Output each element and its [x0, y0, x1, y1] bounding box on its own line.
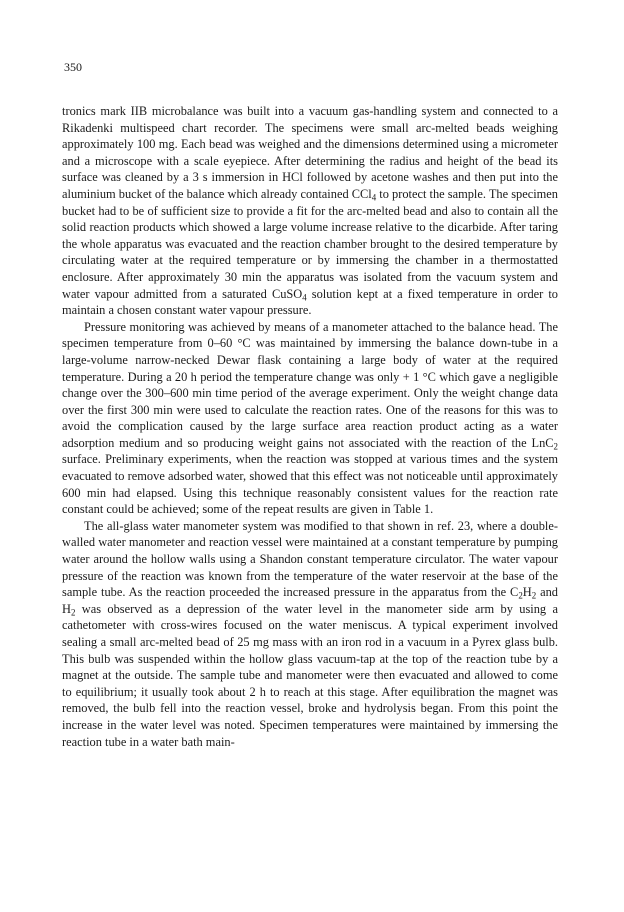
text-run: surface. Preliminary experiments, when the reaction was stopped at various times and the system evacuated to remove adsorbed water, showed that this effect was not noticeable until approximately 600 min had elapsed. Using this technique reasonably consistent values for the reaction rate constant could be achieved; some of the repeat results are given in Table 1.: [62, 452, 558, 517]
subscript: 2: [518, 590, 523, 601]
text-run: was observed as a depression of the water level in the manometer side arm by using a cathetometer with cross-wires focused on the water meniscus. A typical experiment involved sealing a small arc-melted bead of 25 mg mass with an iron rod in a vacuum in a Pyrex glass bulb. This bulb was suspended within the hollow glass vacuum-tap at the top of the reaction tube by a magnet at the outside. The sample tube and manometer were then evacuated and allowed to come to equilibrium; it usually took about 2 h to reach at this stage. After equilibration the magnet was removed, the bulb fell into the reaction vessel, broke and hydrolysis began. From this point the increase in the water level was noted. Specimen temperatures were maintained by immersing the reaction tube in a water bath main-: [62, 601, 558, 749]
text-run: The all-glass water manometer system was modified to that shown in ref. 23, where a double-walled water manometer and reaction vessel were maintained at a constant temperature by pumping water around the hollow walls using a Shandon constant temperature circulator. The water vapour pressure of the reaction was known from the temperature of the water reservoir at the base of the sample tube. As the reaction proceeded the increased pressure in the apparatus from the C: [62, 518, 558, 600]
subscript: 2: [70, 607, 76, 618]
text-run: Pressure monitoring was achieved by means of a manometer attached to the balance head. The specimen temperature from 0–60 °C was maintained by immersing the balance down-tube in a large-volume narrow-necked Dewar flask containing a large body of water at the required temperature. During a 20 h period the temperature change was only + 1 °C which gave a negligible change over the 300–600 min time period of the average experiment. Only the weight change data over the first 300 min were used to calculate the reaction rates. One of the reasons for this was to avoid the complication caused by the large surface area reaction product acting as a water adsorption medium and so producing weight gains not associated with the reaction of the LnC: [62, 319, 558, 450]
subscript: 4: [371, 192, 377, 203]
document-page: [62, 60, 558, 750]
text-run: to protect the sample. The specimen bucket had to be of sufficient size to provide a fit for the arc-melted bead and also to contain all the solid reaction products which showed a large volume increase relative to the dicarbide. After taring the whole apparatus was evacuated and the reaction chamber brought to the desired temperature by circulating water at the required temperature or by immersing the chamber in a thermostatted enclosure. After approximately 30 min the apparatus was isolated from the vacuum system and water vapour admitted from a saturated CuSO: [62, 186, 558, 301]
body-text: [62, 103, 558, 750]
paragraph: [62, 518, 558, 750]
paragraph: [62, 103, 558, 319]
text-run: and H: [62, 585, 558, 616]
subscript: 4: [302, 292, 307, 303]
text-run: solution kept at a fixed temperature in order to maintain a chosen constant water vapour pressure.: [62, 286, 558, 318]
subscript: 2: [553, 441, 558, 452]
subscript: 2: [531, 590, 537, 601]
text-run: H: [522, 585, 532, 600]
text-run: tronics mark IIB microbalance was built into a vacuum gas-handling system and connected to a Rikadenki multispeed chart recorder. The specimens were small arc-melted beads weighing approximately 100 mg. Each bead was weighed and the dimensions determined using a micrometer and a microscope with a scale eyepiece. After determining the radius and height of the bead its surface was cleaned by a 3 s immersion in HCl followed by acetone washes and then put into the aluminium bucket of the balance which already contained CCl: [62, 104, 558, 201]
paragraph: [62, 319, 558, 518]
page-number: 350: [64, 60, 82, 74]
